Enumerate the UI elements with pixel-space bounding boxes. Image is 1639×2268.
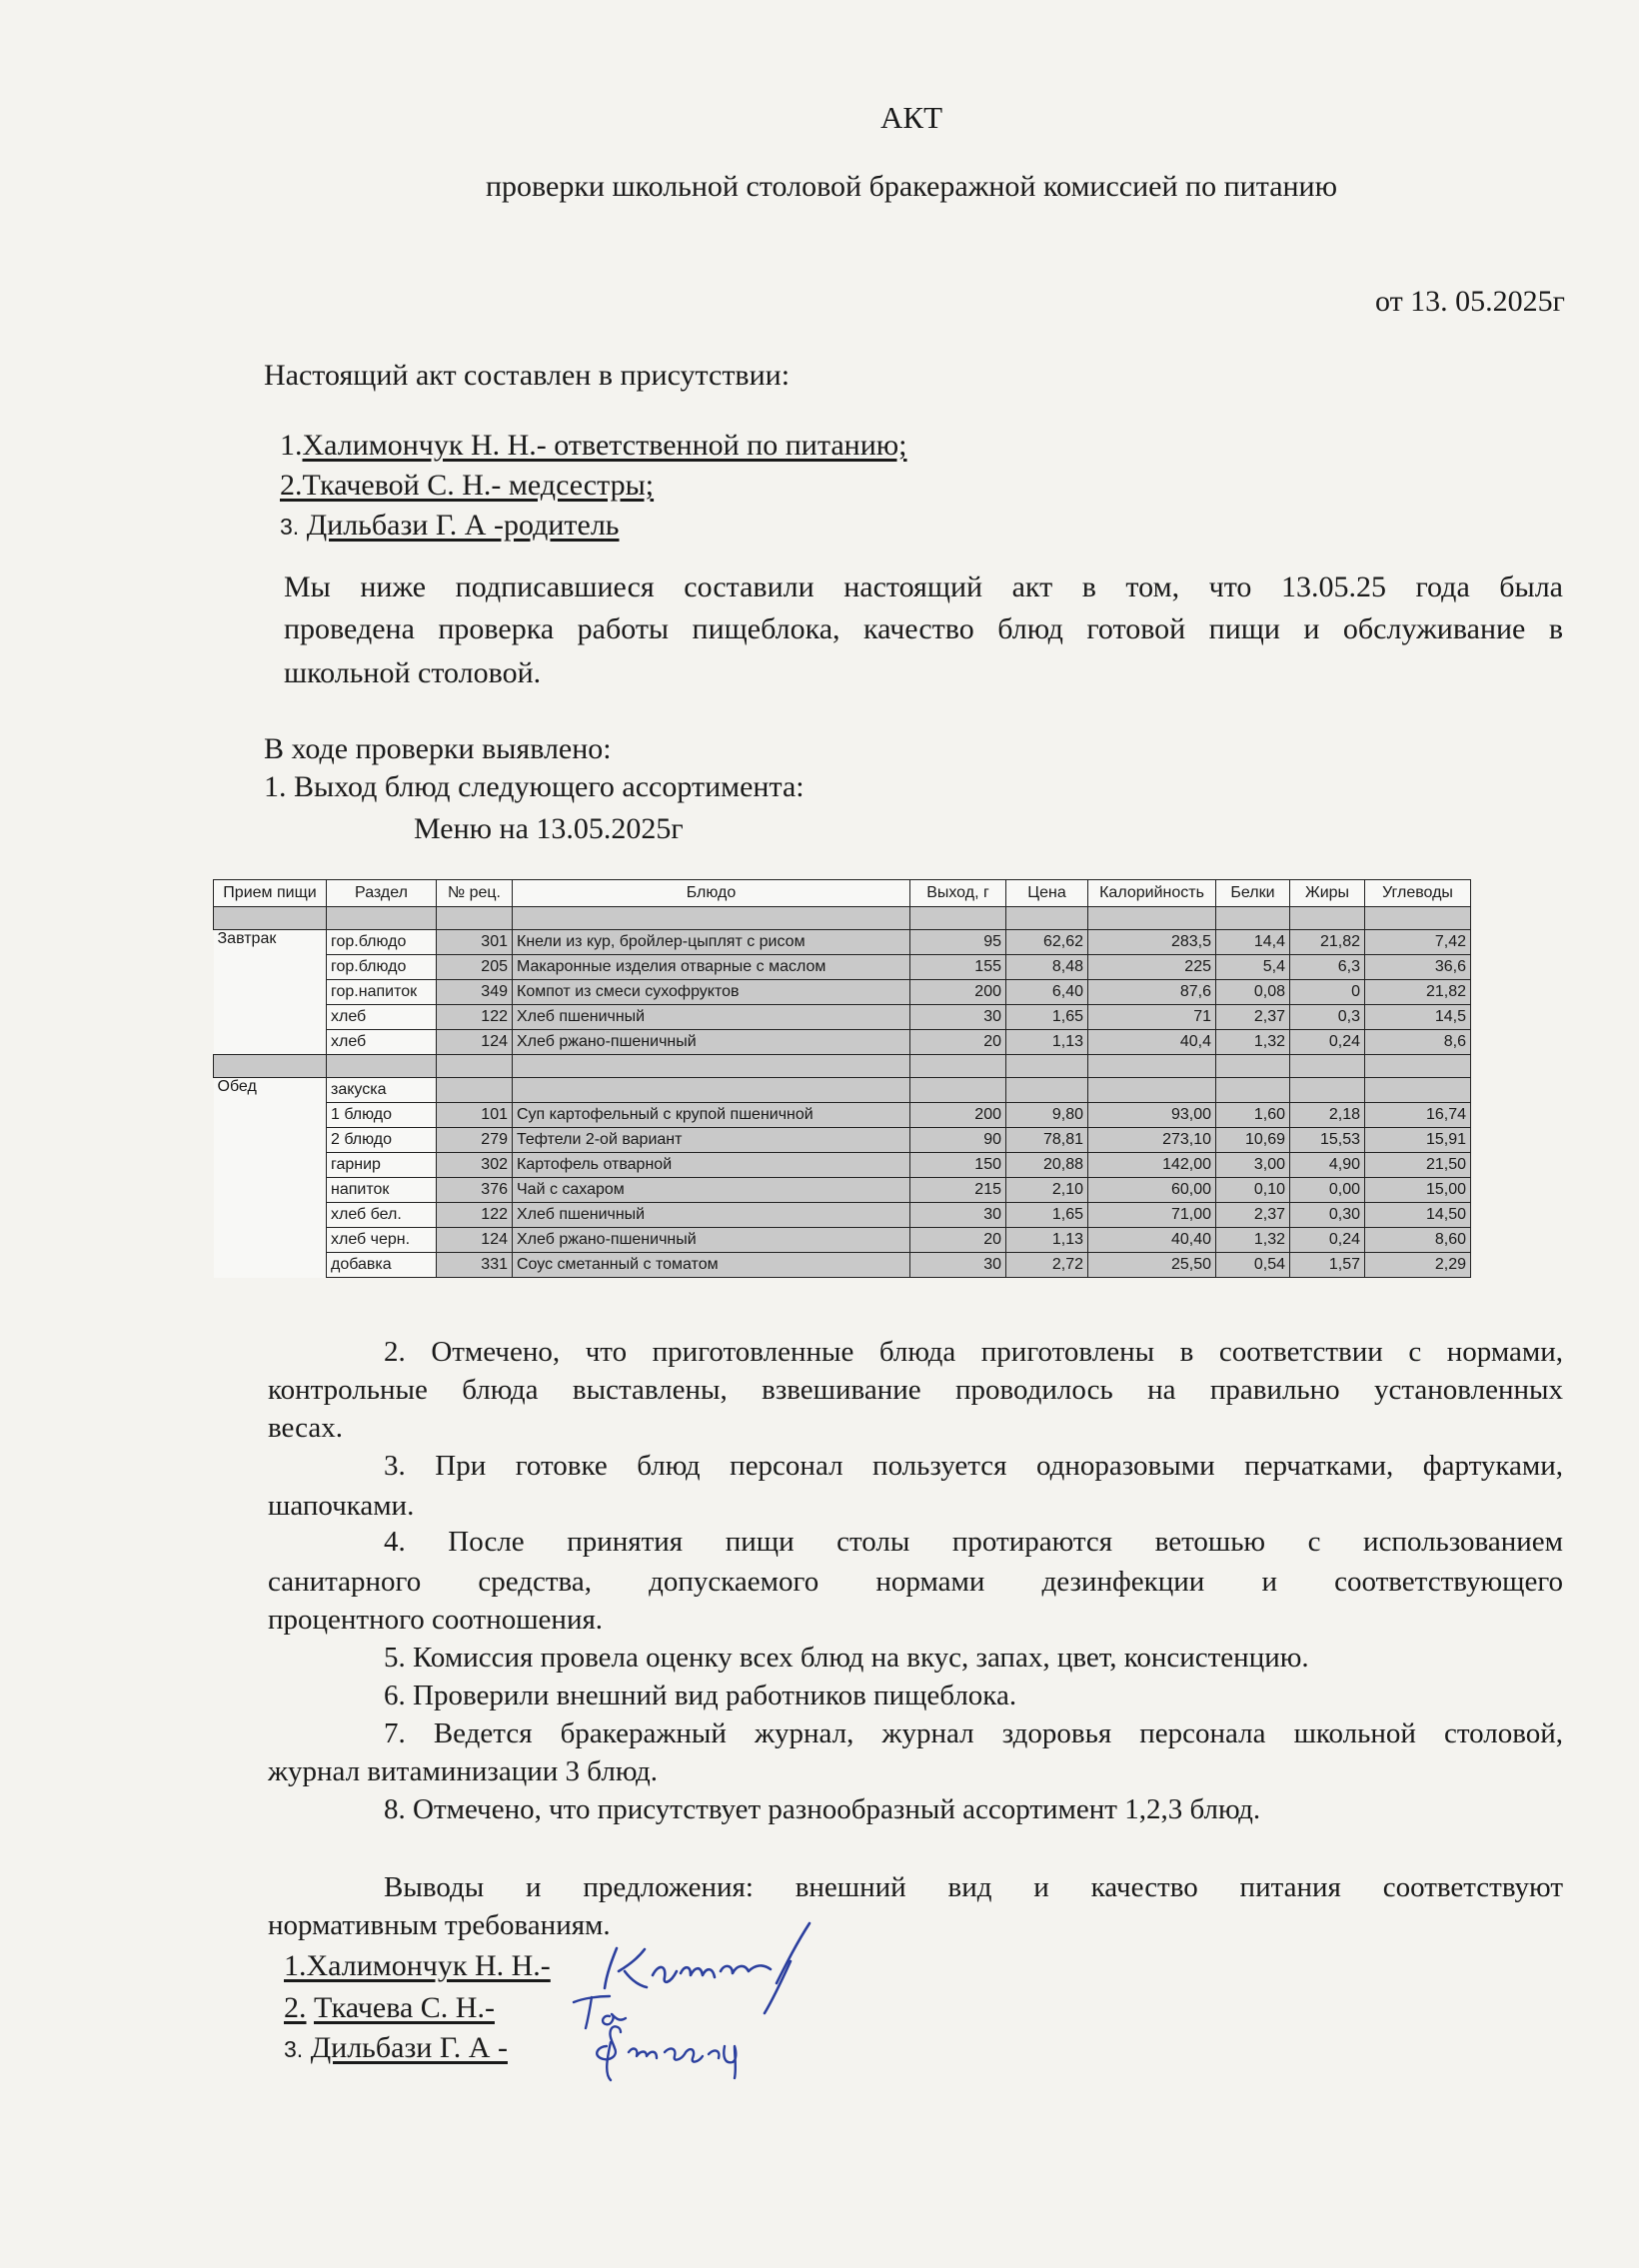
section-cell: гор.блюдо <box>327 930 437 955</box>
yield-cell: 200 <box>910 980 1006 1005</box>
table-cell <box>214 1103 327 1128</box>
dish-cell: Суп картофельный с крупой пшеничной <box>513 1103 910 1128</box>
table-row <box>214 1103 1471 1128</box>
section-cell: добавка <box>327 1253 437 1278</box>
yield-cell: 155 <box>910 955 1006 980</box>
carbs-cell: 15,00 <box>1365 1178 1471 1203</box>
section-cell: 1 блюдо <box>327 1103 437 1128</box>
member-num: 1. <box>280 429 303 462</box>
dish-cell: Соус сметанный с томатом <box>513 1253 910 1278</box>
signatory-num: 1. <box>284 1949 307 1982</box>
table-cell <box>1290 1055 1365 1078</box>
rec-cell: 331 <box>437 1253 513 1278</box>
rec-cell: 124 <box>437 1228 513 1253</box>
fat-cell: 6,3 <box>1290 955 1365 980</box>
table-spacer-row <box>214 907 1471 930</box>
signatory-text: Ткачева С. Н.- <box>314 1991 495 2024</box>
protein-cell: 5,4 <box>1216 955 1290 980</box>
table-cell <box>214 980 327 1005</box>
dish-cell: Тефтели 2-ой вариант <box>513 1128 910 1153</box>
yield-cell: 150 <box>910 1153 1006 1178</box>
member-num: 3. <box>280 514 300 540</box>
rec-cell: 279 <box>437 1128 513 1153</box>
rec-cell <box>437 1078 513 1103</box>
yield-cell <box>910 1078 1006 1103</box>
section-cell: хлеб черн. <box>327 1228 437 1253</box>
finding-4-line-3: процентного соотношения. <box>268 1604 604 1636</box>
kcal-cell: 93,00 <box>1088 1103 1216 1128</box>
finding-4-line-1: 4. После принятия пищи столы протираются ветошью с использованием <box>384 1526 1563 1558</box>
fat-cell: 0,30 <box>1290 1203 1365 1228</box>
fat-cell: 21,82 <box>1290 930 1365 955</box>
dish-cell: Компот из смеси сухофруктов <box>513 980 910 1005</box>
member-1 <box>280 426 907 466</box>
dish-cell: Хлеб ржано-пшеничный <box>513 1228 910 1253</box>
col-header: Прием пищи <box>214 880 327 907</box>
protein-cell: 10,69 <box>1216 1128 1290 1153</box>
protein-cell: 2,37 <box>1216 1005 1290 1030</box>
protein-cell <box>1216 1078 1290 1103</box>
price-cell: 1,65 <box>1006 1005 1088 1030</box>
protein-cell: 3,00 <box>1216 1153 1290 1178</box>
yield-cell: 30 <box>910 1005 1006 1030</box>
signatory-text: Дильбази Г. А - <box>310 2031 508 2064</box>
section-cell: хлеб бел. <box>327 1203 437 1228</box>
meal-name: Обед <box>214 1078 327 1103</box>
kcal-cell <box>1088 1078 1216 1103</box>
kcal-cell: 87,6 <box>1088 980 1216 1005</box>
yield-cell: 30 <box>910 1203 1006 1228</box>
rec-cell: 122 <box>437 1005 513 1030</box>
table-row <box>214 1078 1471 1103</box>
findings-intro: В ходе проверки выявлено: <box>264 732 612 765</box>
table-spacer-row <box>214 1055 1471 1078</box>
table-row <box>214 1030 1471 1055</box>
table-cell <box>1088 907 1216 930</box>
table-cell <box>214 1128 327 1153</box>
yield-cell: 200 <box>910 1103 1006 1128</box>
finding-2-line-2: контрольные блюда выставлены, взвешивание проводилось на правильно установленных <box>268 1374 1563 1406</box>
table-cell <box>1290 907 1365 930</box>
price-cell <box>1006 1078 1088 1103</box>
carbs-cell: 8,6 <box>1365 1030 1471 1055</box>
intro-line-2: проведена проверка работы пищеблока, качество блюд готовой пищи и обслуживание в <box>284 612 1563 645</box>
doc-subtitle: проверки школьной столовой бракеражной комиссией по питанию <box>485 170 1338 203</box>
finding-2-line-3: весах. <box>268 1412 343 1444</box>
dish-cell <box>513 1078 910 1103</box>
finding-4-line-2: санитарного средства, допускаемого нормами дезинфекции и соответствующего <box>268 1566 1563 1598</box>
col-header: Раздел <box>327 880 437 907</box>
table-cell <box>214 1153 327 1178</box>
kcal-cell: 25,50 <box>1088 1253 1216 1278</box>
signatory-1 <box>284 1946 551 1986</box>
kcal-cell: 60,00 <box>1088 1178 1216 1203</box>
carbs-cell: 36,6 <box>1365 955 1471 980</box>
intro-line-3: школьной столовой. <box>284 656 542 689</box>
carbs-cell: 21,82 <box>1365 980 1471 1005</box>
price-cell: 2,10 <box>1006 1178 1088 1203</box>
table-cell <box>437 1055 513 1078</box>
kcal-cell: 40,4 <box>1088 1030 1216 1055</box>
section-cell: гор.блюдо <box>327 955 437 980</box>
dish-cell: Хлеб пшеничный <box>513 1203 910 1228</box>
fat-cell <box>1290 1078 1365 1103</box>
signatory-3 <box>284 2028 508 2069</box>
finding-text: 2. Отмечено, что приготовленные блюда приготовлены в соответствии с нормами, <box>384 1336 1563 1368</box>
table-row <box>214 955 1471 980</box>
finding-8: 8. Отмечено, что присутствует разнообразный ассортимент 1,2,3 блюд. <box>384 1793 1261 1825</box>
price-cell: 9,80 <box>1006 1103 1088 1128</box>
member-2 <box>280 466 654 506</box>
table-row <box>214 980 1471 1005</box>
kcal-cell: 273,10 <box>1088 1128 1216 1153</box>
signature-dilbazi <box>585 2016 765 2096</box>
kcal-cell: 225 <box>1088 955 1216 980</box>
dish-cell: Макаронные изделия отварные с маслом <box>513 955 910 980</box>
col-header: Жиры <box>1290 880 1365 907</box>
carbs-cell: 2,29 <box>1365 1253 1471 1278</box>
table-cell <box>437 907 513 930</box>
present-intro: Настоящий акт составлен в присутствии: <box>264 359 791 392</box>
member-text: Халимончук Н. Н.- ответственной по питанию; <box>302 429 907 462</box>
table-cell <box>1216 907 1290 930</box>
section-cell: 2 блюдо <box>327 1128 437 1153</box>
kcal-cell: 71 <box>1088 1005 1216 1030</box>
protein-cell: 2,37 <box>1216 1203 1290 1228</box>
fat-cell: 0,00 <box>1290 1178 1365 1203</box>
signatory-num: 2. <box>284 1991 307 2024</box>
fat-cell: 2,18 <box>1290 1103 1365 1128</box>
table-row <box>214 930 1471 955</box>
table-cell <box>1088 1055 1216 1078</box>
price-cell: 1,65 <box>1006 1203 1088 1228</box>
menu-table <box>213 879 1471 1278</box>
section-cell: закуска <box>327 1078 437 1103</box>
price-cell: 8,48 <box>1006 955 1088 980</box>
col-header: Калорийность <box>1088 880 1216 907</box>
kcal-cell: 71,00 <box>1088 1203 1216 1228</box>
table-row <box>214 1203 1471 1228</box>
carbs-cell: 7,42 <box>1365 930 1471 955</box>
yield-cell: 20 <box>910 1228 1006 1253</box>
dish-cell: Хлеб ржано-пшеничный <box>513 1030 910 1055</box>
col-header: Блюдо <box>513 880 910 907</box>
doc-title: АКТ <box>880 100 942 135</box>
col-header: Белки <box>1216 880 1290 907</box>
carbs-cell: 14,5 <box>1365 1005 1471 1030</box>
menu-title: Меню на 13.05.2025г <box>414 812 684 845</box>
protein-cell: 1,32 <box>1216 1030 1290 1055</box>
table-cell <box>1216 1055 1290 1078</box>
table-cell <box>214 1055 327 1078</box>
price-cell: 6,40 <box>1006 980 1088 1005</box>
section-cell: хлеб <box>327 1005 437 1030</box>
dish-cell: Чай с сахаром <box>513 1178 910 1203</box>
table-cell <box>214 907 327 930</box>
table-cell <box>1365 907 1471 930</box>
rec-cell: 302 <box>437 1153 513 1178</box>
carbs-cell: 16,74 <box>1365 1103 1471 1128</box>
table-cell <box>1006 907 1088 930</box>
signatory-2 <box>284 1988 495 2028</box>
meal-name: Завтрак <box>214 930 327 955</box>
signatory-text: Халимончук Н. Н.- <box>306 1949 551 1982</box>
protein-cell: 0,10 <box>1216 1178 1290 1203</box>
table-row <box>214 1153 1471 1178</box>
protein-cell: 0,54 <box>1216 1253 1290 1278</box>
conclusion-line-1: Выводы и предложения: внешний вид и качество питания соответствуют <box>384 1871 1563 1903</box>
table-cell <box>327 907 437 930</box>
price-cell: 1,13 <box>1006 1228 1088 1253</box>
col-header: Углеводы <box>1365 880 1471 907</box>
yield-cell: 215 <box>910 1178 1006 1203</box>
dish-cell: Хлеб пшеничный <box>513 1005 910 1030</box>
price-cell: 1,13 <box>1006 1030 1088 1055</box>
rec-cell: 101 <box>437 1103 513 1128</box>
col-header: Цена <box>1006 880 1088 907</box>
table-cell <box>214 1030 327 1055</box>
yield-cell: 90 <box>910 1128 1006 1153</box>
fat-cell: 1,57 <box>1290 1253 1365 1278</box>
fat-cell: 0,24 <box>1290 1030 1365 1055</box>
table-row <box>214 1228 1471 1253</box>
table-header-row <box>214 880 1471 907</box>
fat-cell: 0 <box>1290 980 1365 1005</box>
member-3 <box>280 506 620 547</box>
table-cell <box>513 1055 910 1078</box>
table-row <box>214 1005 1471 1030</box>
finding-6: 6. Проверили внешний вид работников пищеблока. <box>384 1680 1017 1711</box>
rec-cell: 349 <box>437 980 513 1005</box>
table-body <box>214 907 1471 1278</box>
rec-cell: 122 <box>437 1203 513 1228</box>
rec-cell: 205 <box>437 955 513 980</box>
fat-cell: 0,24 <box>1290 1228 1365 1253</box>
protein-cell: 1,60 <box>1216 1103 1290 1128</box>
table-row <box>214 1128 1471 1153</box>
fat-cell: 4,90 <box>1290 1153 1365 1178</box>
table-cell <box>214 1178 327 1203</box>
col-header: № рец. <box>437 880 513 907</box>
member-text: Ткачевой С. Н.- медсестры; <box>302 469 655 502</box>
member-num: 2. <box>280 469 303 502</box>
dish-cell: Картофель отварной <box>513 1153 910 1178</box>
table-row <box>214 1253 1471 1278</box>
carbs-cell: 15,91 <box>1365 1128 1471 1153</box>
table-cell <box>910 1055 1006 1078</box>
section-cell: гор.напиток <box>327 980 437 1005</box>
table-cell <box>214 1228 327 1253</box>
signatory-num: 3. <box>284 2036 304 2062</box>
carbs-cell <box>1365 1078 1471 1103</box>
col-header: Выход, г <box>910 880 1006 907</box>
table-cell <box>214 955 327 980</box>
table-cell <box>513 907 910 930</box>
table-cell <box>214 1005 327 1030</box>
table-row <box>214 1178 1471 1203</box>
yield-cell: 20 <box>910 1030 1006 1055</box>
doc-date: от 13. 05.2025г <box>1374 285 1565 318</box>
table-cell <box>1365 1055 1471 1078</box>
section-cell: хлеб <box>327 1030 437 1055</box>
yield-cell: 30 <box>910 1253 1006 1278</box>
section-cell: гарнир <box>327 1153 437 1178</box>
kcal-cell: 40,40 <box>1088 1228 1216 1253</box>
table-cell <box>214 1253 327 1278</box>
rec-cell: 376 <box>437 1178 513 1203</box>
intro-line-1: Мы ниже подписавшиеся составили настоящий акт в том, что 13.05.25 года была <box>284 570 1563 603</box>
finding-3-line-1: 3. При готовке блюд персонал пользуется одноразовыми перчатками, фартуками, <box>384 1450 1563 1482</box>
carbs-cell: 21,50 <box>1365 1153 1471 1178</box>
rec-cell: 301 <box>437 930 513 955</box>
dish-cell: Кнели из кур, бройлер-цыплят с рисом <box>513 930 910 955</box>
finding-7-line-2: журнал витаминизации 3 блюд. <box>268 1755 659 1787</box>
finding-5: 5. Комиссия провела оценку всех блюд на вкус, запах, цвет, консистенцию. <box>384 1642 1309 1674</box>
price-cell: 62,62 <box>1006 930 1088 955</box>
protein-cell: 14,4 <box>1216 930 1290 955</box>
conclusion-line-2: нормативным требованиям. <box>268 1909 611 1941</box>
fat-cell: 0,3 <box>1290 1005 1365 1030</box>
carbs-cell: 8,60 <box>1365 1228 1471 1253</box>
rec-cell: 124 <box>437 1030 513 1055</box>
price-cell: 20,88 <box>1006 1153 1088 1178</box>
table-cell <box>1006 1055 1088 1078</box>
table-cell <box>327 1055 437 1078</box>
kcal-cell: 283,5 <box>1088 930 1216 955</box>
protein-cell: 1,32 <box>1216 1228 1290 1253</box>
protein-cell: 0,08 <box>1216 980 1290 1005</box>
kcal-cell: 142,00 <box>1088 1153 1216 1178</box>
fat-cell: 15,53 <box>1290 1128 1365 1153</box>
price-cell: 2,72 <box>1006 1253 1088 1278</box>
price-cell: 78,81 <box>1006 1128 1088 1153</box>
finding-1: 1. Выход блюд следующего ассортимента: <box>264 770 805 803</box>
section-cell: напиток <box>327 1178 437 1203</box>
finding-3-line-2: шапочками. <box>268 1490 415 1522</box>
yield-cell: 95 <box>910 930 1006 955</box>
table-cell <box>214 1203 327 1228</box>
table-cell <box>910 907 1006 930</box>
finding-7-line-1: 7. Ведется бракеражный журнал, журнал здоровья персонала школьной столовой, <box>384 1717 1563 1749</box>
carbs-cell: 14,50 <box>1365 1203 1471 1228</box>
member-text: Дильбази Г. А -родитель <box>306 509 620 542</box>
